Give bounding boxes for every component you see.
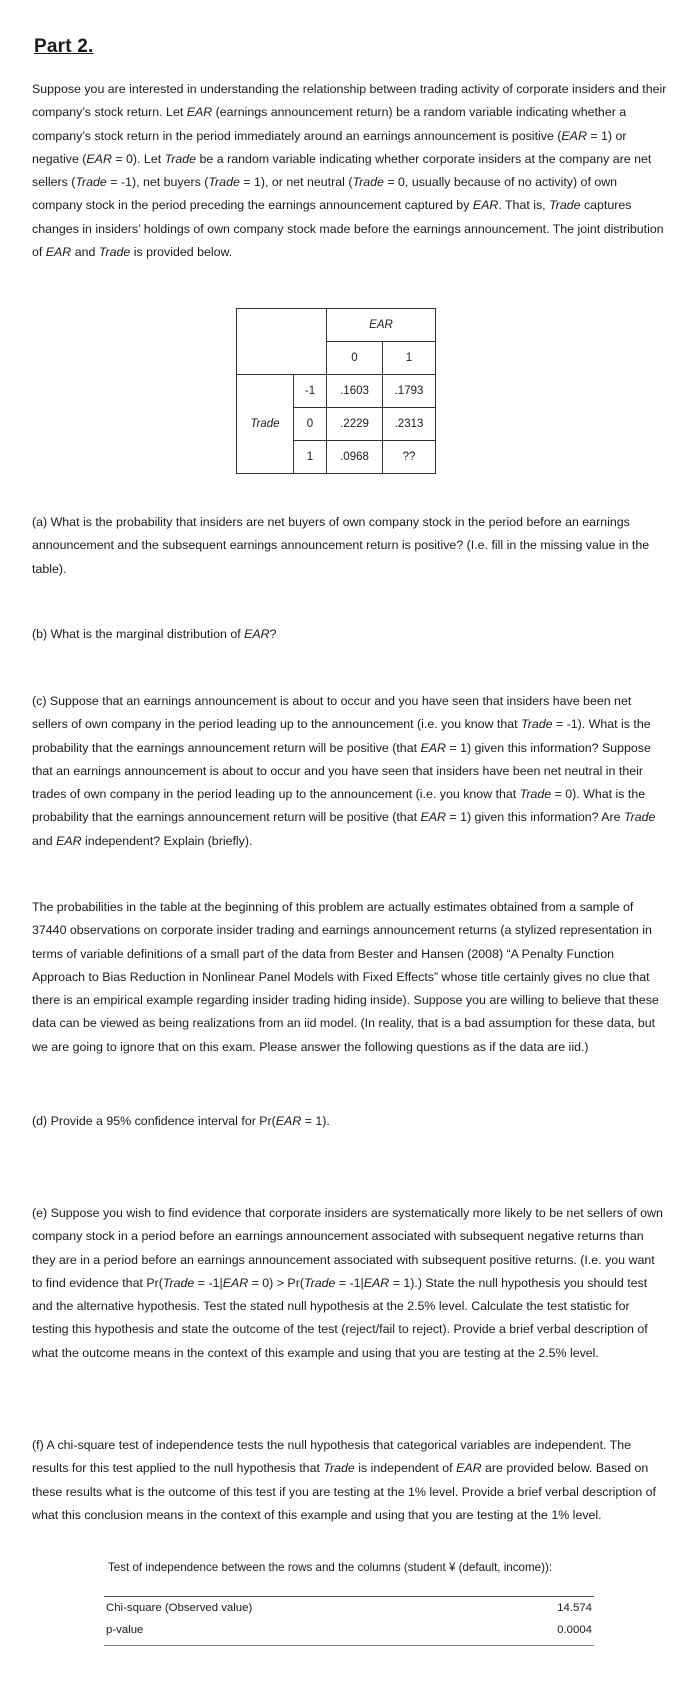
question-d: (d) Provide a 95% confidence interval for Pr(EAR = 1). — [32, 1114, 330, 1128]
part-heading: Part 2. — [34, 36, 94, 57]
table-col-value: 1 — [383, 342, 436, 375]
question-a: (a) What is the probability that insiders are net buyers of own company stock in the period before an earnings announcement and the subsequent earnings announcement return is positive? (I.e. fill in the missing value in the table). — [32, 515, 650, 576]
table-corner-cell — [237, 309, 327, 375]
table-cell: .0968 — [327, 441, 383, 474]
table-row-header: Trade — [237, 375, 294, 474]
chi-stat-label: Chi-square (Observed value) — [106, 1602, 253, 1614]
table-cell: .2313 — [383, 408, 436, 441]
question-e: (e) Suppose you wish to find evidence that corporate insiders are systematically more likely to be net sellers of own company stock in a period before an earnings announcement associated with subsequent negative returns than they are in a period before an earnings announcement associated with subsequent positive returns. (I.e. you want to find evidence that Pr(Trade = -1|EAR = 0) > Pr(Trade = -1|EAR = 1).) State the null hypothesis you should test and the alternative hypothesis. Test the stated null hypothesis at the 2.5% level. Calculate the test statistic for testing this hypothesis and state the outcome of the test (reject/fail to reject). Provide a brief verbal description of what the outcome means in the context of this example and using that you are testing at the 2.5% level. — [32, 1206, 663, 1360]
table-col-value: 0 — [327, 342, 383, 375]
table-row-value: 1 — [294, 441, 327, 474]
sample-paragraph: The probabilities in the table at the beginning of this problem are actually estimates obtained from a sample of 37440 observations on corporate insider trading and earnings announcement returns (a stylized representation in terms of variable definitions of a small part of the data from Bester and Hansen (2008) “A Penalty Function Approach to Bias Reduction in Nonlinear Panel Models with Fixed Effects” whose title certainly gives no clue that there is an empirical example regarding insider trading hiding inside). Suppose you are willing to believe that these data can be viewed as being realizations from an iid model. (In reality, that is a bad assumption for these data, but we are going to ignore that on this exam. Please answer the following questions as if the data are iid.) — [32, 900, 659, 1054]
question-c: (c) Suppose that an earnings announcement is about to occur and you have seen that insiders have been net sellers of own company in the period leading up to the announcement (i.e. you know that Trade = -1). What is the probability that the earnings announcement return will be positive (that EAR = 1) given this information? Suppose that an earnings announcement is about to occur and you have seen that insiders have been net neutral in their trades of own company in the period leading up to the announcement (i.e. you know that Trade = 0). What is the probability that the earnings announcement return will be positive (that EAR = 1) given this information? Are Trade and EAR independent? Explain (briefly). — [32, 694, 656, 848]
joint-distribution-table — [236, 308, 436, 474]
table-row — [237, 309, 436, 342]
table-col-header: EAR — [327, 309, 436, 342]
p-value-value: 0.0004 — [557, 1624, 592, 1636]
chi-test-pvalue-row — [106, 1624, 592, 1644]
table-cell-missing: ?? — [383, 441, 436, 474]
chi-test-top-rule — [104, 1596, 594, 1597]
chi-test-bottom-rule — [104, 1645, 594, 1646]
table-row — [237, 375, 436, 408]
table-row-value: 0 — [294, 408, 327, 441]
chi-stat-value: 14.574 — [557, 1602, 592, 1614]
chi-test-title: Test of independence between the rows and the columns (student ¥ (default, income)): — [108, 1561, 553, 1574]
p-value-label: p-value — [106, 1624, 144, 1636]
question-b: (b) What is the marginal distribution of EAR? — [32, 627, 277, 641]
table-cell: .2229 — [327, 408, 383, 441]
table-cell: .1603 — [327, 375, 383, 408]
question-f: (f) A chi-square test of independence tests the null hypothesis that categorical variables are independent. The results for this test applied to the null hypothesis that Trade is independent of EAR are provided below. Based on these results what is the outcome of this test if you are testing at the 1% level. Provide a brief verbal description of what this conclusion means in the context of this example and using that you are testing at the 1% level. — [32, 1438, 656, 1522]
table-row-value: -1 — [294, 375, 327, 408]
table-cell: .1793 — [383, 375, 436, 408]
intro-paragraph: Suppose you are interested in understanding the relationship between trading activity of corporate insiders and their company’s stock return. Let EAR (earnings announcement return) be a random variable indicating whether a company’s stock return in the period immediately around an earnings announcement is positive (EAR = 1) or negative (EAR = 0). Let Trade be a random variable indicating whether corporate insiders at the company are net sellers (Trade = -1), net buyers (Trade = 1), or net neutral (Trade = 0, usually because of no activity) of own company stock in the period preceding the earnings announcement captured by EAR. That is, Trade captures changes in insiders’ holdings of own company stock made before the earnings announcement. The joint distribution of EAR and Trade is provided below. — [32, 82, 667, 260]
chi-test-stat-row — [106, 1602, 592, 1622]
